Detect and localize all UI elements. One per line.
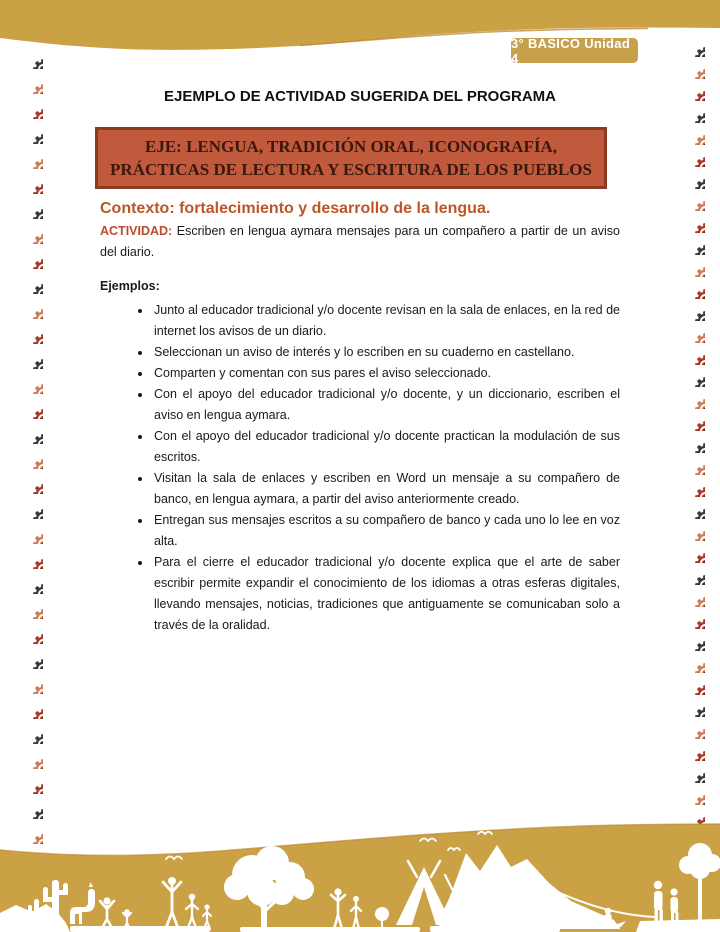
gear-rosette-icon <box>684 36 705 57</box>
gear-rosette-icon <box>684 630 705 651</box>
gear-rosette-icon <box>22 523 43 544</box>
right-border-pattern <box>684 36 705 827</box>
gear-rosette-icon <box>22 323 43 344</box>
left-border-pattern <box>22 48 43 844</box>
gear-rosette-icon <box>22 248 43 269</box>
gear-rosette-icon <box>684 190 705 211</box>
gear-rosette-icon <box>684 366 705 387</box>
gear-rosette-icon <box>684 652 705 673</box>
gear-rosette-icon <box>684 102 705 123</box>
gear-rosette-icon <box>22 598 43 619</box>
gear-rosette-icon <box>22 498 43 519</box>
gear-rosette-icon <box>684 58 705 79</box>
page-title: EJEMPLO DE ACTIVIDAD SUGERIDA DEL PROGRAMA <box>164 88 556 105</box>
examples-list <box>100 300 620 636</box>
example-item: • Con el apoyo del educador tradicional y/o docente, y un diccionario, escriben el aviso en lengua aymara. <box>152 384 620 426</box>
gear-rosette-icon <box>684 124 705 145</box>
activity-label: ACTIVIDAD: <box>100 224 173 238</box>
gear-rosette-icon <box>22 223 43 244</box>
gear-rosette-icon <box>22 373 43 394</box>
gear-rosette-icon <box>22 623 43 644</box>
activity-text: Escriben en lengua aymara mensajes para un compañero a partir de un aviso del diario. <box>100 224 620 259</box>
example-item: • Visitan la sala de enlaces y escriben en Word un mensaje a su compañero de banco, en lengua aymara, a partir del aviso anteriormente creado. <box>152 468 620 510</box>
gear-rosette-icon <box>684 586 705 607</box>
gear-rosette-icon <box>22 273 43 294</box>
gear-rosette-icon <box>684 696 705 717</box>
gear-rosette-icon <box>684 784 705 805</box>
gear-rosette-icon <box>684 520 705 541</box>
gear-rosette-icon <box>684 432 705 453</box>
eje-banner-line1: EJE: LENGUA, TRADICIÓN ORAL, ICONOGRAFÍA, <box>145 137 557 156</box>
gear-rosette-icon <box>22 448 43 469</box>
gear-rosette-icon <box>22 673 43 694</box>
gear-rosette-icon <box>22 123 43 144</box>
gear-rosette-icon <box>684 674 705 695</box>
example-item: • Comparten y comentan con sus pares el aviso seleccionado. <box>152 363 620 384</box>
gear-rosette-icon <box>22 573 43 594</box>
gear-rosette-icon <box>684 608 705 629</box>
gear-rosette-icon <box>22 473 43 494</box>
main-content <box>100 0 620 636</box>
gear-rosette-icon <box>684 762 705 783</box>
example-item: • Junto al educador tradicional y/o docente revisan en la sala de enlaces, en la red de internet los avisos de un diario. <box>152 300 620 342</box>
gear-rosette-icon <box>22 698 43 719</box>
gear-rosette-icon <box>22 398 43 419</box>
gear-rosette-icon <box>684 168 705 189</box>
gear-rosette-icon <box>684 256 705 277</box>
context-heading: Contexto: fortalecimiento y desarrollo de la lengua. <box>100 200 491 217</box>
gear-rosette-icon <box>22 348 43 369</box>
gear-rosette-icon <box>22 173 43 194</box>
gear-rosette-icon <box>684 718 705 739</box>
gear-rosette-icon <box>684 388 705 409</box>
eje-banner <box>95 127 607 189</box>
gear-rosette-icon <box>684 564 705 585</box>
gear-rosette-icon <box>684 322 705 343</box>
gear-rosette-icon <box>22 748 43 769</box>
example-item: • Entregan sus mensajes escritos a su compañero de banco y cada uno lo lee en voz alta. <box>152 510 620 552</box>
gear-rosette-icon <box>684 344 705 365</box>
gear-rosette-icon <box>22 798 43 819</box>
gear-rosette-icon <box>684 234 705 255</box>
gear-rosette-icon <box>684 212 705 233</box>
gear-rosette-icon <box>22 723 43 744</box>
gear-rosette-icon <box>684 454 705 475</box>
gear-rosette-icon <box>684 300 705 321</box>
gear-rosette-icon <box>22 73 43 94</box>
footer-illustration <box>0 817 720 932</box>
gear-rosette-icon <box>22 198 43 219</box>
gear-rosette-icon <box>22 648 43 669</box>
gear-rosette-icon <box>684 542 705 563</box>
unit-badge: 3° BÁSICO Unidad 4 <box>511 38 638 63</box>
example-item: • Con el apoyo del educador tradicional y/o docente practican la modulación de sus escritos. <box>152 426 620 468</box>
gear-rosette-icon <box>22 423 43 444</box>
eje-banner-line2: PRÁCTICAS DE LECTURA Y ESCRITURA DE LOS PUEBLOS <box>110 160 592 179</box>
gear-rosette-icon <box>684 410 705 431</box>
gear-rosette-icon <box>22 48 43 69</box>
gear-rosette-icon <box>684 498 705 519</box>
example-item: • Seleccionan un aviso de interés y lo escriben en su cuaderno en castellano. <box>152 342 620 363</box>
gear-rosette-icon <box>22 98 43 119</box>
activity-paragraph <box>100 221 620 263</box>
gear-rosette-icon <box>22 148 43 169</box>
gear-rosette-icon <box>684 476 705 497</box>
gear-rosette-icon <box>684 278 705 299</box>
gear-rosette-icon <box>684 740 705 761</box>
gear-rosette-icon <box>684 146 705 167</box>
gear-rosette-icon <box>22 773 43 794</box>
gear-rosette-icon <box>684 80 705 101</box>
gear-rosette-icon <box>22 548 43 569</box>
gear-rosette-icon <box>22 298 43 319</box>
examples-label: Ejemplos: <box>100 279 160 293</box>
example-item: • Para el cierre el educador tradicional y/o docente explica que el arte de saber escribir permite expandir el conocimiento de los idiomas a otras esferas digitales, llevando mensajes, noticias, tradiciones que antiguamente se comunicaban solo a través de la oralidad. <box>152 552 620 636</box>
